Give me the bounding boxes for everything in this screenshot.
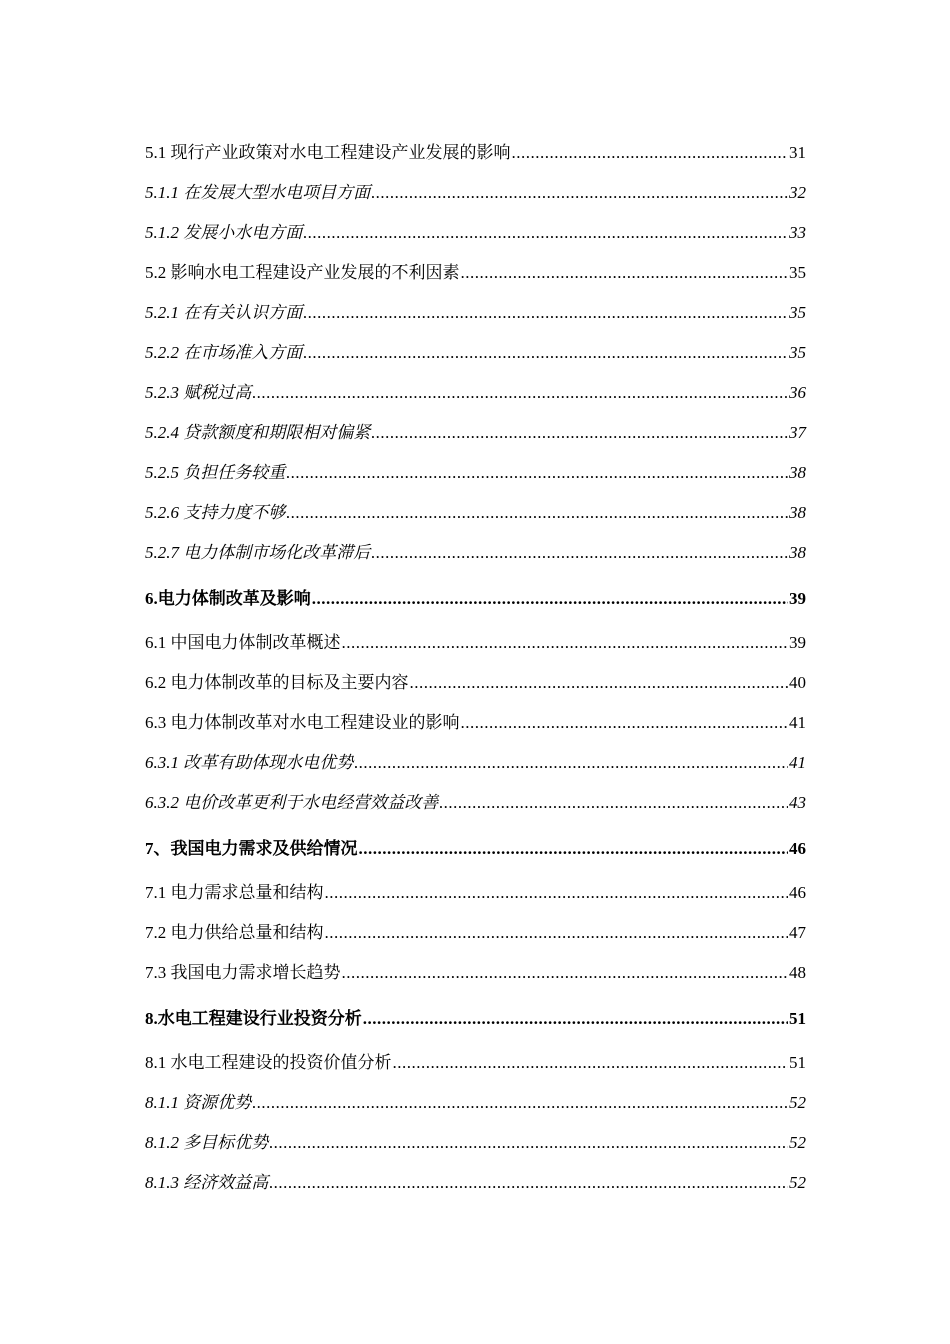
toc-entry[interactable] <box>145 176 806 216</box>
toc-entry-title: 5.1 现行产业政策对水电工程建设产业发展的影响 <box>145 143 511 162</box>
dot-leader <box>342 626 789 660</box>
dot-leader <box>354 746 788 780</box>
toc-entry-page: 43 <box>789 793 806 812</box>
toc-entry-page: 39 <box>789 589 806 608</box>
toc-entry-page: 52 <box>789 1173 806 1192</box>
dot-leader <box>286 456 788 490</box>
dot-leader <box>312 584 788 614</box>
toc-entry[interactable] <box>145 746 806 786</box>
toc-entry-page: 35 <box>789 303 806 322</box>
dot-leader <box>359 834 789 864</box>
toc-entry[interactable] <box>145 416 806 456</box>
toc-chapter-entry[interactable] <box>145 996 806 1046</box>
toc-entry-title: 8.1.3 经济效益高 <box>145 1173 269 1192</box>
toc-entry-title: 8.1.1 资源优势 <box>145 1093 252 1112</box>
toc-entry-page: 38 <box>789 503 806 522</box>
toc-entry-title: 7.1 电力需求总量和结构 <box>145 883 324 902</box>
dot-leader <box>410 666 789 700</box>
dot-leader <box>325 876 789 910</box>
toc-entry[interactable] <box>145 786 806 826</box>
dot-leader <box>252 376 788 410</box>
toc-entry[interactable] <box>145 256 806 296</box>
dot-leader <box>269 1126 788 1160</box>
toc-entry-page: 52 <box>789 1133 806 1152</box>
toc-entry-title: 7.2 电力供给总量和结构 <box>145 923 324 942</box>
toc-entry-title: 5.2 影响水电工程建设产业发展的不利因素 <box>145 263 460 282</box>
toc-entry-page: 48 <box>789 963 806 982</box>
toc-entry[interactable] <box>145 1166 806 1206</box>
toc-entry-page: 39 <box>789 633 806 652</box>
dot-leader <box>325 916 789 950</box>
toc-entry[interactable] <box>145 876 806 916</box>
dot-leader <box>371 176 788 210</box>
dot-leader <box>512 136 789 170</box>
toc-entry-title: 6.3 电力体制改革对水电工程建设业的影响 <box>145 713 460 732</box>
dot-leader <box>363 1004 788 1034</box>
toc-entry[interactable] <box>145 296 806 336</box>
toc-chapter-entry[interactable] <box>145 576 806 626</box>
toc-entry-title: 5.2.1 在有关认识方面 <box>145 303 303 322</box>
dot-leader <box>371 416 788 450</box>
toc-entry[interactable] <box>145 956 806 996</box>
toc-entry-title: 8.1.2 多目标优势 <box>145 1133 269 1152</box>
dot-leader <box>461 706 789 740</box>
dot-leader <box>461 256 789 290</box>
toc-entry-title: 6.3.1 改革有助体现水电优势 <box>145 753 354 772</box>
toc-entry[interactable] <box>145 666 806 706</box>
toc-entry-title: 5.1.2 发展小水电方面 <box>145 223 303 242</box>
toc-entry[interactable] <box>145 1086 806 1126</box>
toc-entry[interactable] <box>145 1046 806 1086</box>
toc-entry-page: 46 <box>789 839 806 858</box>
toc-entry-title: 5.2.4 贷款额度和期限相对偏紧 <box>145 423 371 442</box>
toc-entry-title: 8.水电工程建设行业投资分析 <box>145 1009 362 1028</box>
toc-entry[interactable] <box>145 496 806 536</box>
toc-entry-title: 5.2.3 赋税过高 <box>145 383 252 402</box>
dot-leader <box>371 536 788 570</box>
toc-entry-title: 6.电力体制改革及影响 <box>145 589 311 608</box>
toc-entry-title: 6.2 电力体制改革的目标及主要内容 <box>145 673 409 692</box>
toc-entry-page: 40 <box>789 673 806 692</box>
dot-leader <box>342 956 789 990</box>
toc-entry[interactable] <box>145 706 806 746</box>
toc-entry-title: 5.2.7 电力体制市场化改革滞后 <box>145 543 371 562</box>
toc-chapter-entry[interactable] <box>145 826 806 876</box>
toc-entry-title: 7.3 我国电力需求增长趋势 <box>145 963 341 982</box>
toc-entry[interactable] <box>145 536 806 576</box>
toc-entry-page: 41 <box>789 713 806 732</box>
dot-leader <box>286 496 788 530</box>
toc-entry-page: 37 <box>789 423 806 442</box>
toc-entry[interactable] <box>145 216 806 256</box>
dot-leader <box>303 336 788 370</box>
toc-entry-page: 38 <box>789 463 806 482</box>
table-of-contents <box>145 136 806 1206</box>
toc-entry-page: 51 <box>789 1053 806 1072</box>
dot-leader <box>393 1046 789 1080</box>
toc-entry[interactable] <box>145 1126 806 1166</box>
dot-leader <box>252 1086 788 1120</box>
toc-entry-page: 46 <box>789 883 806 902</box>
dot-leader <box>269 1166 788 1200</box>
toc-entry-title: 8.1 水电工程建设的投资价值分析 <box>145 1053 392 1072</box>
toc-entry-title: 5.2.5 负担任务较重 <box>145 463 286 482</box>
dot-leader <box>439 786 788 820</box>
toc-entry-page: 35 <box>789 263 806 282</box>
toc-entry[interactable] <box>145 336 806 376</box>
toc-entry-page: 31 <box>789 143 806 162</box>
toc-entry-page: 51 <box>789 1009 806 1028</box>
toc-entry-title: 5.1.1 在发展大型水电项目方面 <box>145 183 371 202</box>
toc-entry[interactable] <box>145 626 806 666</box>
toc-entry[interactable] <box>145 376 806 416</box>
toc-entry-page: 52 <box>789 1093 806 1112</box>
dot-leader <box>303 296 788 330</box>
toc-entry-title: 7、我国电力需求及供给情况 <box>145 839 358 858</box>
toc-entry[interactable] <box>145 916 806 956</box>
toc-entry-page: 36 <box>789 383 806 402</box>
toc-entry[interactable] <box>145 136 806 176</box>
dot-leader <box>303 216 788 250</box>
toc-entry-page: 33 <box>789 223 806 242</box>
toc-entry-title: 5.2.2 在市场准入方面 <box>145 343 303 362</box>
toc-entry-page: 32 <box>789 183 806 202</box>
toc-entry[interactable] <box>145 456 806 496</box>
toc-entry-page: 35 <box>789 343 806 362</box>
toc-entry-title: 6.1 中国电力体制改革概述 <box>145 633 341 652</box>
toc-entry-title: 6.3.2 电价改革更利于水电经营效益改善 <box>145 793 439 812</box>
toc-entry-title: 5.2.6 支持力度不够 <box>145 503 286 522</box>
toc-entry-page: 47 <box>789 923 806 942</box>
toc-entry-page: 38 <box>789 543 806 562</box>
toc-entry-page: 41 <box>789 753 806 772</box>
